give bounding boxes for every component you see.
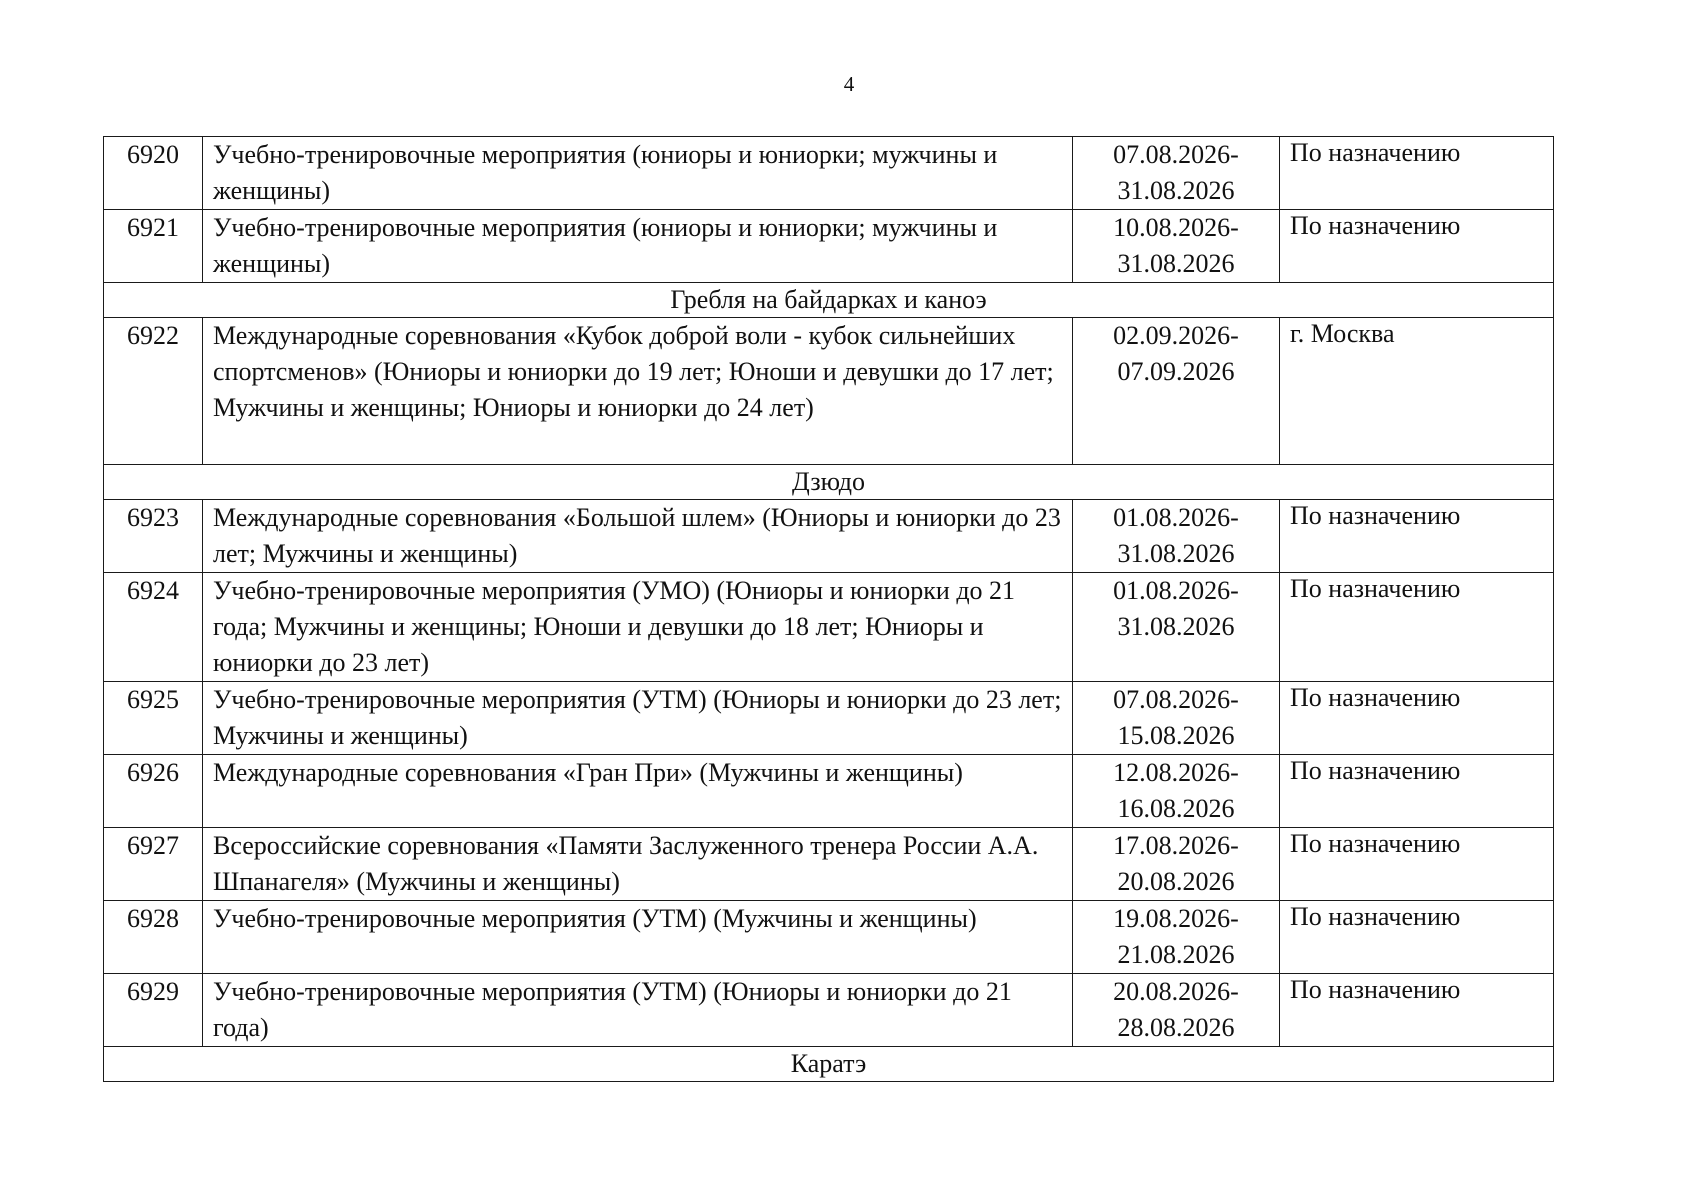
event-name: Международные соревнования «Большой шлем» (Юниоры и юниорки до 23 лет; Мужчины и женщины) [203,500,1073,573]
event-name: Учебно-тренировочные мероприятия (УТМ) (Мужчины и женщины) [203,901,1073,974]
event-place: По назначению [1280,210,1554,283]
section-title: Дзюдо [104,465,1554,500]
event-place: По назначению [1280,974,1554,1047]
event-number: 6922 [104,318,203,465]
event-name: Учебно-тренировочные мероприятия (юниоры и юниорки; мужчины и женщины) [203,210,1073,283]
date-end: 07.09.2026 [1117,357,1235,386]
date-end: 31.08.2026 [1117,176,1235,205]
event-number: 6924 [104,573,203,682]
date-start: 20.08.2026- [1113,977,1239,1006]
event-name: Учебно-тренировочные мероприятия (УМО) (Юниоры и юниорки до 21 года; Мужчины и женщины; Юноши и девушки до 18 лет; Юниоры и юниорки до 23 лет) [203,573,1073,682]
date-start: 02.09.2026- [1113,321,1239,350]
event-dates [1073,901,1280,974]
table-row [104,318,1554,465]
page-number: 4 [843,72,855,96]
event-number: 6923 [104,500,203,573]
section-title: Гребля на байдарках и каноэ [104,283,1554,318]
date-end: 20.08.2026 [1117,867,1235,896]
date-end: 28.08.2026 [1117,1013,1235,1042]
event-number: 6926 [104,755,203,828]
date-start: 01.08.2026- [1113,576,1239,605]
table-row [104,682,1554,755]
event-number: 6925 [104,682,203,755]
event-place: г. Москва [1280,318,1554,465]
date-end: 15.08.2026 [1117,721,1235,750]
event-place: По назначению [1280,901,1554,974]
event-name: Учебно-тренировочные мероприятия (УТМ) (Юниоры и юниорки до 23 лет; Мужчины и женщины) [203,682,1073,755]
event-place: По назначению [1280,137,1554,210]
event-number: 6928 [104,901,203,974]
event-name: Учебно-тренировочные мероприятия (юниоры и юниорки; мужчины и женщины) [203,137,1073,210]
table-row [104,974,1554,1047]
date-start: 07.08.2026- [1113,685,1239,714]
date-start: 01.08.2026- [1113,503,1239,532]
event-number: 6927 [104,828,203,901]
event-dates [1073,137,1280,210]
event-place: По назначению [1280,573,1554,682]
event-number: 6929 [104,974,203,1047]
event-dates [1073,210,1280,283]
date-start: 17.08.2026- [1113,831,1239,860]
date-start: 19.08.2026- [1113,904,1239,933]
date-start: 12.08.2026- [1113,758,1239,787]
event-dates [1073,682,1280,755]
section-header-row [104,1047,1554,1082]
table-row [104,901,1554,974]
event-dates [1073,828,1280,901]
date-end: 16.08.2026 [1117,794,1235,823]
event-place: По назначению [1280,828,1554,901]
event-dates [1073,500,1280,573]
section-title: Каратэ [104,1047,1554,1082]
event-name: Международные соревнования «Гран При» (Мужчины и женщины) [203,755,1073,828]
event-place: По назначению [1280,682,1554,755]
event-dates [1073,755,1280,828]
event-place: По назначению [1280,755,1554,828]
event-number: 6920 [104,137,203,210]
date-end: 31.08.2026 [1117,249,1235,278]
section-header-row [104,465,1554,500]
table-row [104,210,1554,283]
date-end: 31.08.2026 [1117,612,1235,641]
table-row [104,755,1554,828]
event-dates [1073,974,1280,1047]
event-name: Международные соревнования «Кубок доброй воли - кубок сильнейших спортсменов» (Юниоры и юниорки до 19 лет; Юноши и девушки до 17 лет; Мужчины и женщины; Юниоры и юниорки до 24 лет) [203,318,1073,465]
date-start: 10.08.2026- [1113,213,1239,242]
event-place: По назначению [1280,500,1554,573]
table-row [104,500,1554,573]
date-end: 31.08.2026 [1117,539,1235,568]
event-dates [1073,573,1280,682]
event-dates [1073,318,1280,465]
event-number: 6921 [104,210,203,283]
events-table [103,136,1554,1082]
table-row [104,573,1554,682]
date-start: 07.08.2026- [1113,140,1239,169]
date-end: 21.08.2026 [1117,940,1235,969]
event-name: Учебно-тренировочные мероприятия (УТМ) (Юниоры и юниорки до 21 года) [203,974,1073,1047]
table-row [104,137,1554,210]
event-name: Всероссийские соревнования «Памяти Заслуженного тренера России А.А. Шпанагеля» (Мужчины и женщины) [203,828,1073,901]
table-row [104,828,1554,901]
section-header-row [104,283,1554,318]
